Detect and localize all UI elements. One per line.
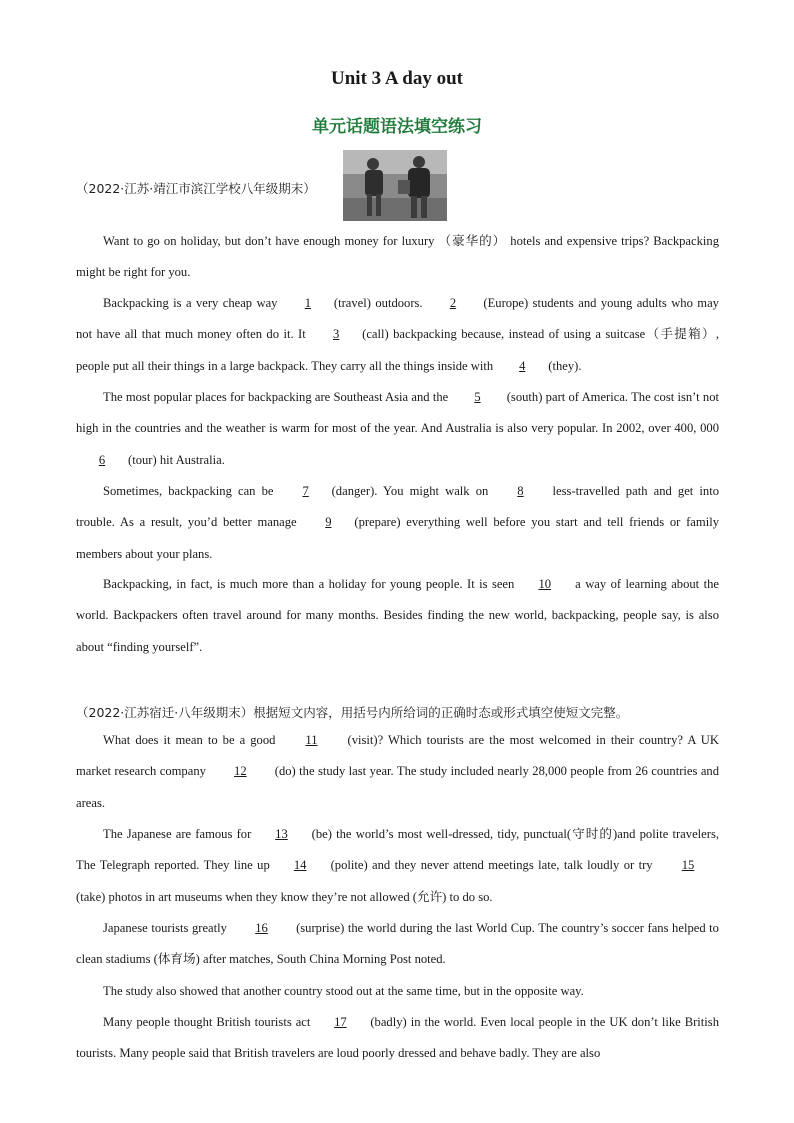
passage2-paragraph-4: The study also showed that another country stood out at the same time, but in the opposite way.	[103, 984, 584, 998]
passage1-source: （2022·江苏·靖江市滨江学校八年级期末）	[76, 181, 316, 196]
blank-4[interactable]: 4	[519, 358, 526, 373]
blank-17[interactable]: 17	[334, 1015, 347, 1029]
passage1-paragraph-4: Sometimes, backpacking can be 7 (danger). You might walk on 8 less-travelled path and get into trouble. As a result, you’d better manage 9 (prepare) everything well before you start and tell friends or family members about your plans.	[76, 476, 719, 570]
blank-8[interactable]: 8	[517, 484, 524, 498]
blank-13[interactable]: 13	[275, 827, 288, 841]
passage2-paragraph-1: What does it mean to be a good 11 (visit)? Which tourists are the most welcomed in their country? A UK market research company 12 (do) the study last year. The study included nearly 28,000 people from 26 countries and areas.	[76, 725, 719, 819]
blank-5[interactable]: 5	[474, 390, 481, 404]
blank-11[interactable]: 11	[305, 733, 318, 747]
passage1-paragraph-2: Backpacking is a very cheap way 1 (travel) outdoors. 2 (Europe) students and young adults who may not have all that much money often do it. It 3 (call) backpacking because, instead of using a suitcase（手提箱）, people put all their things in a large backpack. They carry all the things inside with 4 (they).	[76, 288, 719, 382]
blank-14[interactable]: 14	[293, 858, 307, 873]
blank-2[interactable]: 2	[449, 296, 457, 310]
blank-7[interactable]: 7	[302, 484, 309, 498]
page-title: Unit 3 A day out	[331, 68, 463, 89]
passage1-paragraph-5: Backpacking, in fact, is much more than a holiday for young people. It is seen 10 a way of learning about the world. Backpackers often travel around for many months. Besides finding the new world, backpacking, people say, is also about “finding yourself”.	[76, 569, 719, 663]
blank-6[interactable]: 6	[98, 452, 106, 467]
passage1-paragraph-3: The most popular places for backpacking are Southeast Asia and the 5 (south) part of America. The cost isn’t not high in the countries and the weather is warm for most of the year. And Australia is also very popular. In 2002, over 400, 000 6 (tour) hit Australia.	[76, 382, 719, 476]
blank-10[interactable]: 10	[538, 577, 552, 591]
blank-15[interactable]: 15	[681, 858, 695, 873]
blank-3[interactable]: 3	[332, 327, 340, 342]
page-subtitle: 单元话题语法填空练习	[312, 117, 482, 137]
passage2-source: （2022·江苏宿迁·八年级期末）根据短文内容，用括号内所给词的正确时态或形式填空使短文完整。	[76, 705, 629, 720]
backpackers-photo	[343, 150, 447, 221]
blank-9[interactable]: 9	[325, 515, 332, 530]
blank-16[interactable]: 16	[255, 921, 268, 935]
passage2-paragraph-3: Japanese tourists greatly 16 (surprise) the world during the last World Cup. The country’s soccer fans helped to clean stadiums (体育场) after matches, South China Morning Post noted.	[76, 913, 719, 976]
passage2-paragraph-5: Many people thought British tourists act 17 (badly) in the world. Even local people in the UK don’t like British tourists. Many people said that British travelers are loud poorly dressed and behave badly. They are also	[76, 1007, 719, 1070]
passage1-paragraph-1: Want to go on holiday, but don’t have enough money for luxury （豪华的） hotels and expensive trips? Backpacking might be right for you.	[76, 234, 719, 280]
passage2-paragraph-2: The Japanese are famous for 13 (be) the world’s most well-dressed, tidy, punctual(守时的)and polite travelers, The Telegraph reported. They line up 14 (polite) and they never attend meetings late, talk loudly or try 15 (take) photos in art museums when they know they’re not allowed (允许) to do so.	[76, 819, 719, 913]
blank-1[interactable]: 1	[304, 296, 312, 310]
blank-12[interactable]: 12	[234, 764, 247, 779]
